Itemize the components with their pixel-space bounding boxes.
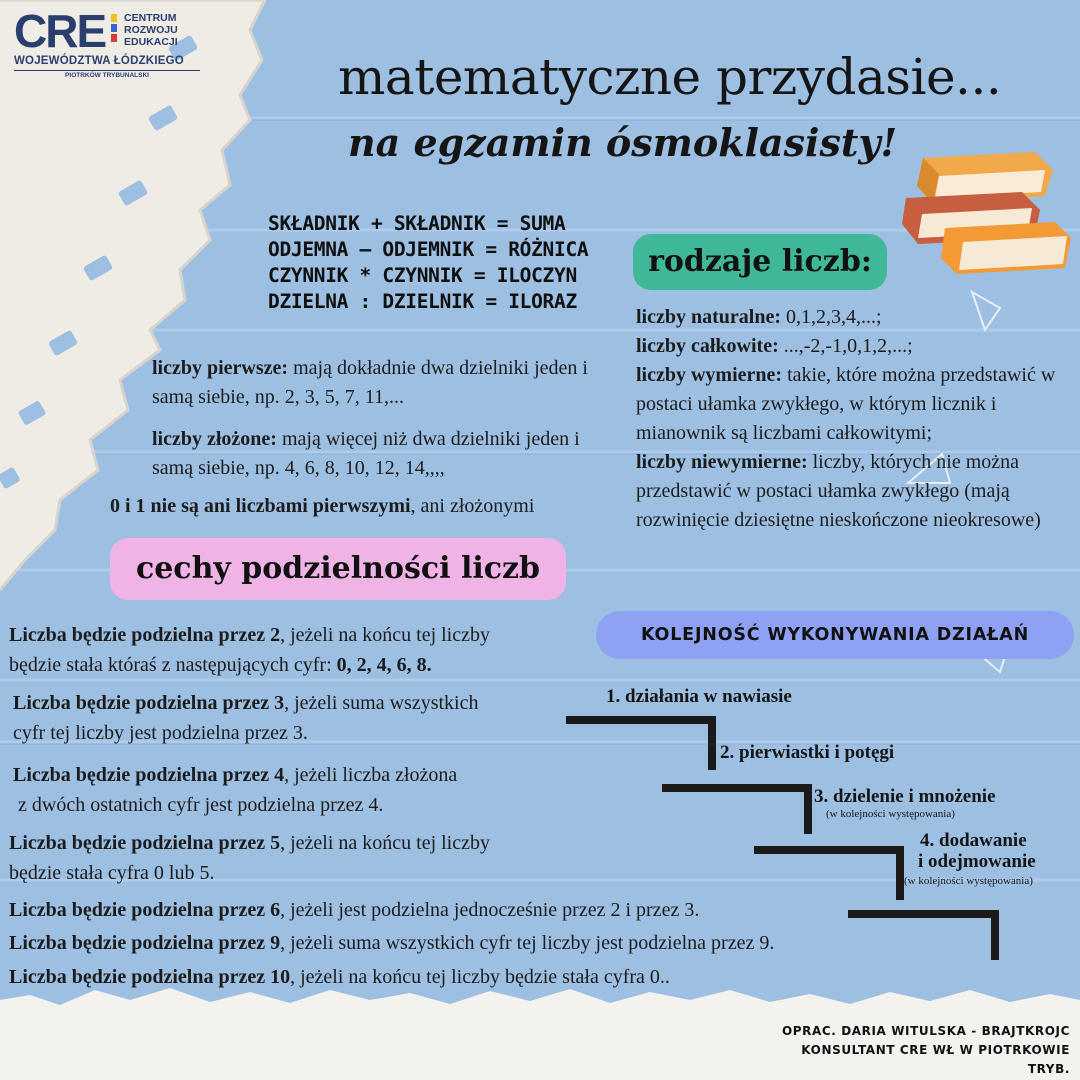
author-credit bbox=[760, 1022, 1070, 1079]
rule-6: Liczba będzie podzielna przez 6, jeżeli jest podzielna jednocześnie przez 2 i przez 3. bbox=[9, 899, 700, 921]
rule-4-line2: z dwóch ostatnich cyfr jest podzielna przez 4. bbox=[13, 794, 384, 816]
order-step-4-line2: i odejmowanie bbox=[918, 851, 1036, 872]
operations-list bbox=[268, 211, 588, 315]
order-step-3: 3. dzielenie i mnożenie bbox=[814, 786, 996, 807]
page-subtitle: na egzamin ósmoklasisty! bbox=[348, 120, 898, 165]
type-rational: liczby wymierne: takie, które można przedstawić w postaci ułamka zwykłego, w którym licznik i mianownik są liczbami całkowitymi; bbox=[636, 364, 1056, 444]
type-irrational: liczby niewymierne: liczby, których nie można przedstawić w postaci ułamka zwykłego (mają rozwinięcie dziesiętne nieskończone nieokresowe) bbox=[636, 451, 1041, 531]
rule-10: Liczba będzie podzielna przez 10, jeżeli na końcu tej liczby będzie stała cyfra 0.. bbox=[9, 966, 670, 988]
order-of-operations-heading: KOLEJNOŚĆ WYKONYWANIA DZIAŁAŃ bbox=[596, 611, 1074, 659]
order-step-2: 2. pierwiastki i potęgi bbox=[720, 742, 895, 763]
rule-3: Liczba będzie podzielna przez 3, jeżeli suma wszystkich bbox=[13, 692, 479, 714]
type-integer: liczby całkowite: ...,-2,-1,0,1,2,...; bbox=[636, 335, 913, 357]
logo-color-bars bbox=[111, 14, 117, 46]
rule-4: Liczba będzie podzielna przez 4, jeżeli liczba złożona bbox=[13, 764, 458, 786]
rule-2-line2: będzie stała któraś z następujących cyfr: 0, 2, 4, 6, 8. bbox=[9, 654, 432, 676]
divisibility-heading: cechy podzielności liczb bbox=[110, 538, 566, 600]
order-step-4-note: (w kolejności występowania) bbox=[904, 875, 1033, 887]
credit-line-1: OPRAC. DARIA WITULSKA - BRAJTKROJC bbox=[781, 1024, 1070, 1038]
primes-definition: liczby pierwsze: mają dokładnie dwa dzielniki jeden i samą siebie, np. 2, 3, 5, 7, 11,... bbox=[152, 357, 588, 408]
type-natural: liczby naturalne: 0,1,2,3,4,...; bbox=[636, 306, 882, 328]
rule-2: Liczba będzie podzielna przez 2, jeżeli na końcu tej liczby bbox=[9, 624, 490, 646]
operation-product: CZYNNIK * CZYNNIK = ILOCZYN bbox=[268, 264, 577, 287]
logo-cre-text: CRE bbox=[14, 5, 106, 57]
operation-quotient: DZIELNA : DZIELNIK = ILORAZ bbox=[268, 290, 577, 313]
cre-logo bbox=[14, 5, 204, 79]
logo-city: PIOTRKÓW TRYBUNALSKI bbox=[14, 70, 200, 79]
credit-line-2: KONSULTANT CRE WŁ W PIOTRKOWIE TRYB. bbox=[801, 1043, 1070, 1076]
page-title: matematyczne przydasie... bbox=[338, 48, 1002, 106]
logo-institution-name: CENTRUM ROZWOJU EDUKACJI bbox=[124, 12, 178, 48]
order-step-1: 1. działania w nawiasie bbox=[606, 686, 792, 707]
rule-9: Liczba będzie podzielna przez 9, jeżeli suma wszystkich cyfr tej liczby jest podzielna przez 9. bbox=[9, 932, 775, 954]
rule-3-line2: cyfr tej liczby jest podzielna przez 3. bbox=[13, 722, 308, 744]
operation-sum: SKŁADNIK + SKŁADNIK = SUMA bbox=[268, 212, 566, 235]
logo-region: WOJEWÓDZTWA ŁÓDZKIEGO bbox=[14, 55, 184, 67]
number-types-list bbox=[636, 303, 1076, 535]
order-step-3-note: (w kolejności występowania) bbox=[826, 808, 955, 820]
operation-difference: ODJEMNA – ODJEMNIK = RÓŻNICA bbox=[268, 238, 589, 261]
rule-5-line2: będzie stała cyfra 0 lub 5. bbox=[9, 862, 215, 884]
composites-definition: liczby złożone: mają więcej niż dwa dzielniki jeden i samą siebie, np. 4, 6, 8, 10, 12, 14,,,, bbox=[152, 428, 580, 479]
number-types-heading: rodzaje liczb: bbox=[633, 234, 887, 290]
rule-5: Liczba będzie podzielna przez 5, jeżeli na końcu tej liczby bbox=[9, 832, 490, 854]
order-step-4-line1: 4. dodawanie bbox=[920, 830, 1027, 851]
zero-one-note: 0 i 1 nie są ani liczbami pierwszymi, ani złożonymi bbox=[110, 495, 535, 517]
